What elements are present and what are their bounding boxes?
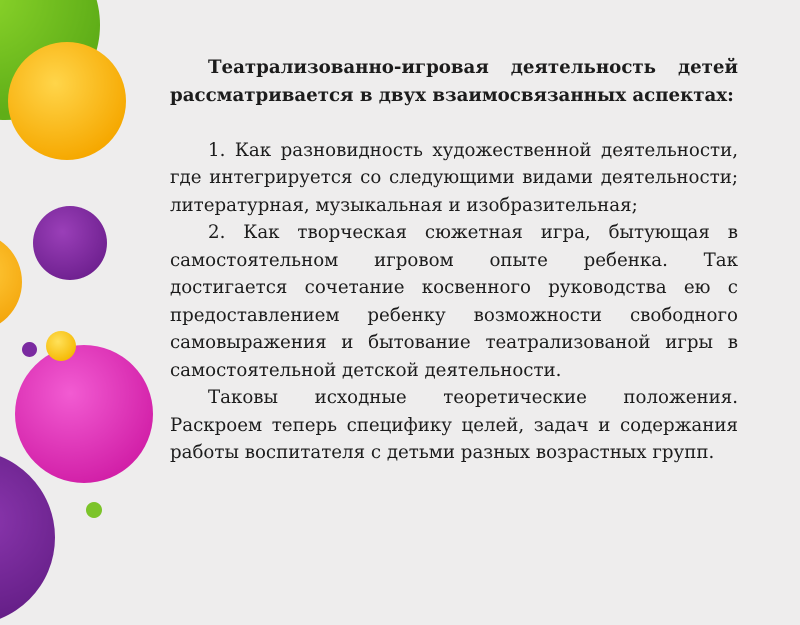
purple-circle-middle (33, 206, 107, 280)
purple-circle-small (22, 342, 37, 357)
orange-circle-top (8, 42, 126, 160)
orange-circle-left (0, 232, 22, 332)
spacer (170, 109, 738, 137)
purple-circle-bottom (0, 450, 55, 625)
paragraph-conclusion: Таковы исходные теоретические положения. Раскроем теперь специфику целей, задач и содержания работы воспитателя с детьми разных возрастных групп. (170, 387, 738, 463)
slide-text-block (170, 54, 738, 467)
slide-heading: Театрализованно-игровая деятельность детей рассматривается в двух взаимосвязанных аспектах: (170, 57, 738, 106)
yellow-circle-small (46, 331, 76, 361)
paragraph-aspect-2: 2. Как творческая сюжетная игра, бытующая в самостоятельном игровом опыте ребенка. Так достигается сочетание косвенного руководства ею с предоставлением ребенку возможности свободного самовыражения и бытование театрализованой игры в самостоятельной детской деятельности. (170, 222, 738, 381)
green-circle-small (86, 502, 102, 518)
paragraph-aspect-1: 1. Как разновидность художественной деятельности, где интегрируется со следующими видами деятельности; литературная, музыкальная и изобразительная; (170, 139, 738, 216)
pink-circle-large (15, 345, 153, 483)
